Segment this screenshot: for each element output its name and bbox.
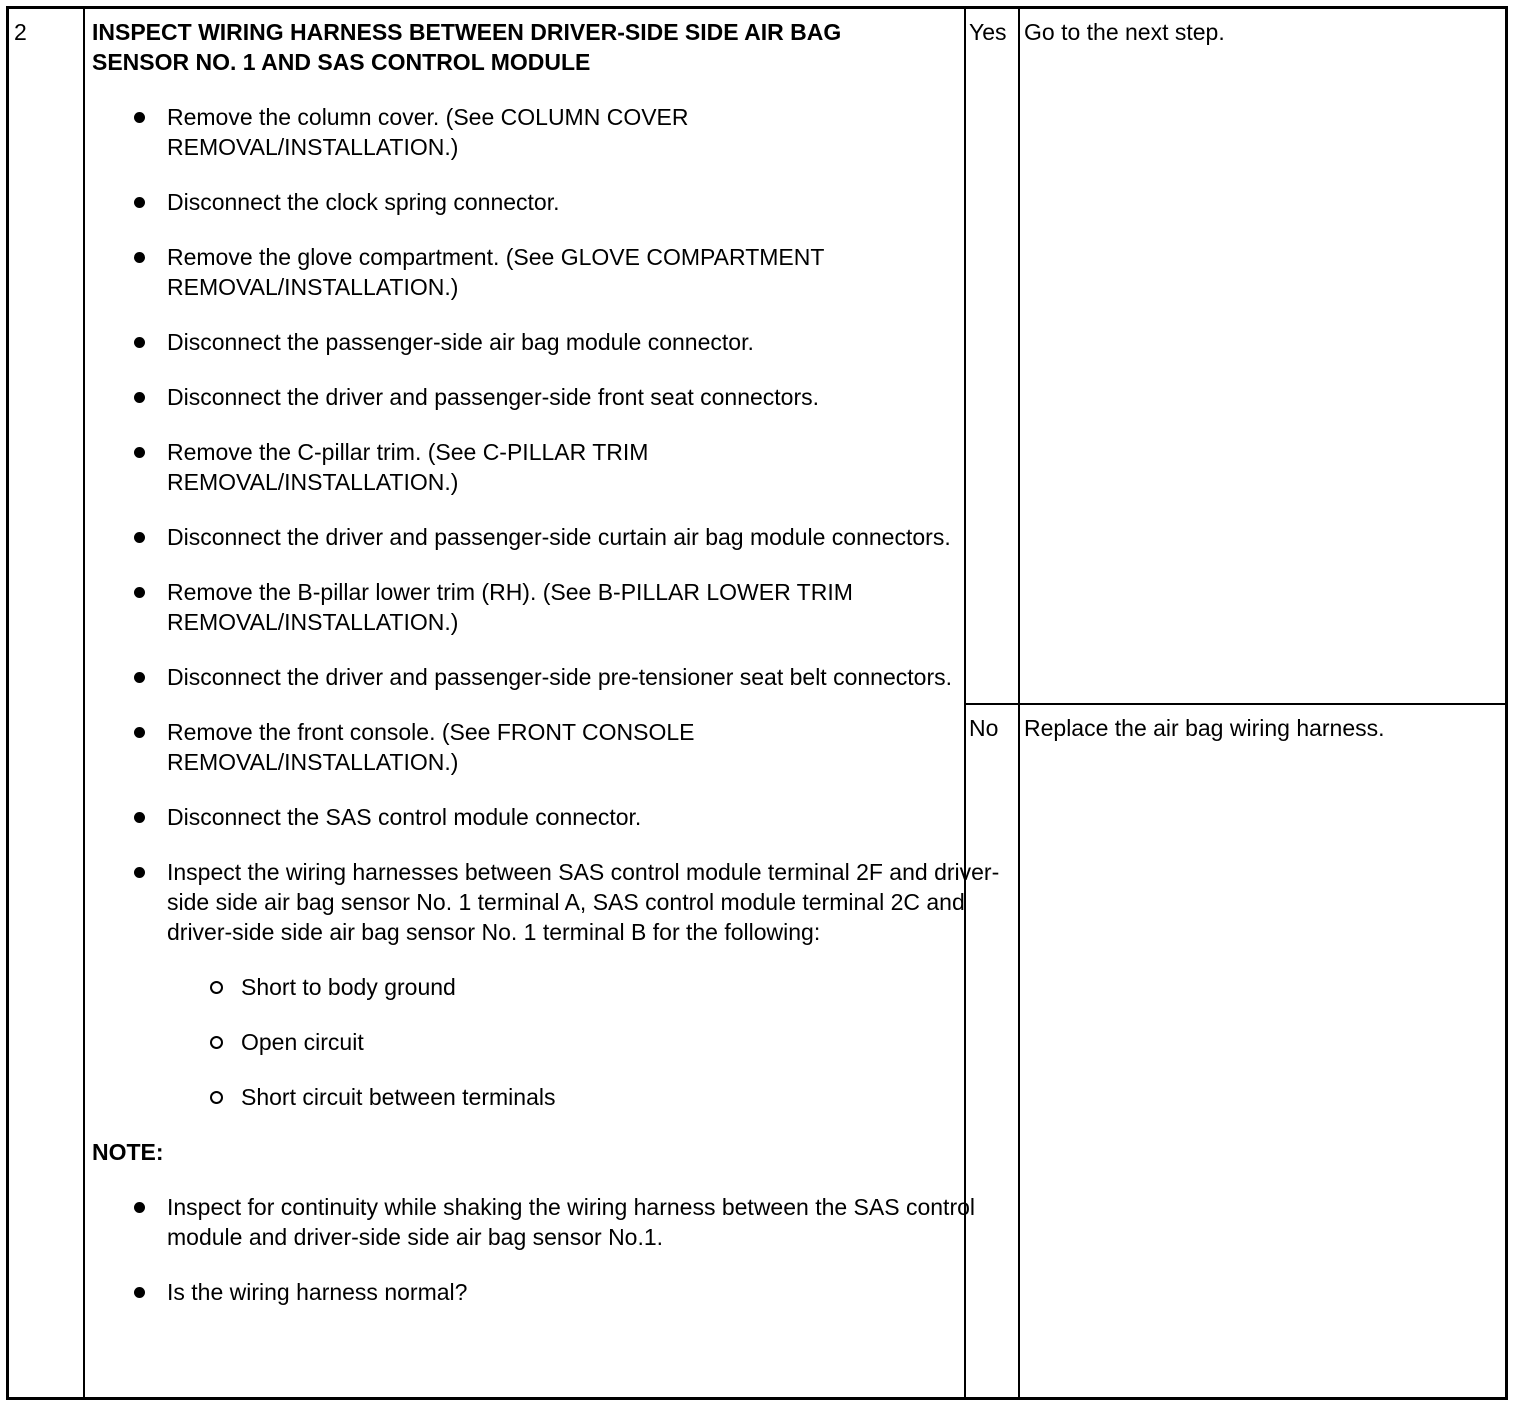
note-label: NOTE:: [92, 1139, 164, 1165]
list-item: Remove the front console. (See FRONT CONSOLE REMOVAL/INSTALLATION.): [92, 717, 767, 777]
bullet-icon: [134, 392, 145, 403]
list-item: Remove the C-pillar trim. (See C-PILLAR TRIM REMOVAL/INSTALLATION.): [92, 437, 727, 497]
bullet-icon: [134, 812, 145, 823]
list-item: Remove the glove compartment. (See GLOVE COMPARTMENT REMOVAL/INSTALLATION.): [92, 242, 907, 302]
bullet-icon: [134, 112, 145, 123]
list-item: Inspect the wiring harnesses between SAS control module terminal 2F and driver-side side air bag sensor No. 1 terminal A, SAS control module terminal 2C and driver-side side air bag sensor No. 1 terminal B for the following:: [92, 857, 1017, 947]
step-title: [92, 17, 952, 77]
bullet-icon: [134, 1287, 145, 1298]
note-list: [92, 1192, 975, 1307]
bullet-icon: [134, 447, 145, 458]
no-label: No: [969, 715, 999, 741]
list-item: Remove the column cover. (See COLUMN COVER REMOVAL/INSTALLATION.): [92, 102, 747, 162]
diagnostic-step-table: [6, 6, 1508, 1400]
list-item: Is the wiring harness normal?: [92, 1277, 952, 1307]
column-divider: [83, 9, 85, 1397]
bullet-icon: [134, 727, 145, 738]
list-item: Remove the B-pillar lower trim (RH). (See B-PILLAR LOWER TRIM REMOVAL/INSTALLATION.): [92, 577, 1007, 637]
list-item: Disconnect the passenger-side air bag module connector.: [92, 327, 952, 357]
bullet-icon: [134, 532, 145, 543]
bullet-icon: [134, 337, 145, 348]
bullet-icon: [134, 672, 145, 683]
list-item: Disconnect the SAS control module connector.: [92, 802, 952, 832]
bullet-icon: [134, 587, 145, 598]
step-title-line-1: INSPECT WIRING HARNESS BETWEEN DRIVER-SIDE SIDE AIR BAG: [92, 19, 842, 45]
list-item: Disconnect the driver and passenger-side curtain air bag module connectors.: [92, 522, 957, 552]
list-item: Short circuit between terminals: [92, 1082, 952, 1112]
list-item: Open circuit: [92, 1027, 952, 1057]
step-title-line-2: SENSOR NO. 1 AND SAS CONTROL MODULE: [92, 49, 591, 75]
bullet-icon: [134, 252, 145, 263]
action-list: [92, 102, 1000, 947]
list-item: Disconnect the driver and passenger-side pre-tensioner seat belt connectors.: [92, 662, 967, 692]
bullet-icon: [134, 197, 145, 208]
list-item: Inspect for continuity while shaking the wiring harness between the SAS control module and driver-side side air bag sensor No.1.: [92, 1192, 987, 1252]
bullet-icon: [134, 867, 145, 878]
bullet-icon: [134, 1202, 145, 1213]
no-action: Replace the air bag wiring harness.: [1024, 715, 1385, 741]
circle-bullet-icon: [210, 1036, 223, 1049]
yes-action: Go to the next step.: [1024, 19, 1225, 45]
list-item: Disconnect the clock spring connector.: [92, 187, 952, 217]
circle-bullet-icon: [210, 981, 223, 994]
list-item: Disconnect the driver and passenger-side front seat connectors.: [92, 382, 952, 412]
circle-bullet-icon: [210, 1091, 223, 1104]
check-list: [92, 972, 952, 1112]
yes-label: Yes: [969, 19, 1007, 45]
result-row-divider: [964, 703, 1505, 705]
step-number: 2: [14, 19, 27, 45]
list-item: Short to body ground: [92, 972, 952, 1002]
